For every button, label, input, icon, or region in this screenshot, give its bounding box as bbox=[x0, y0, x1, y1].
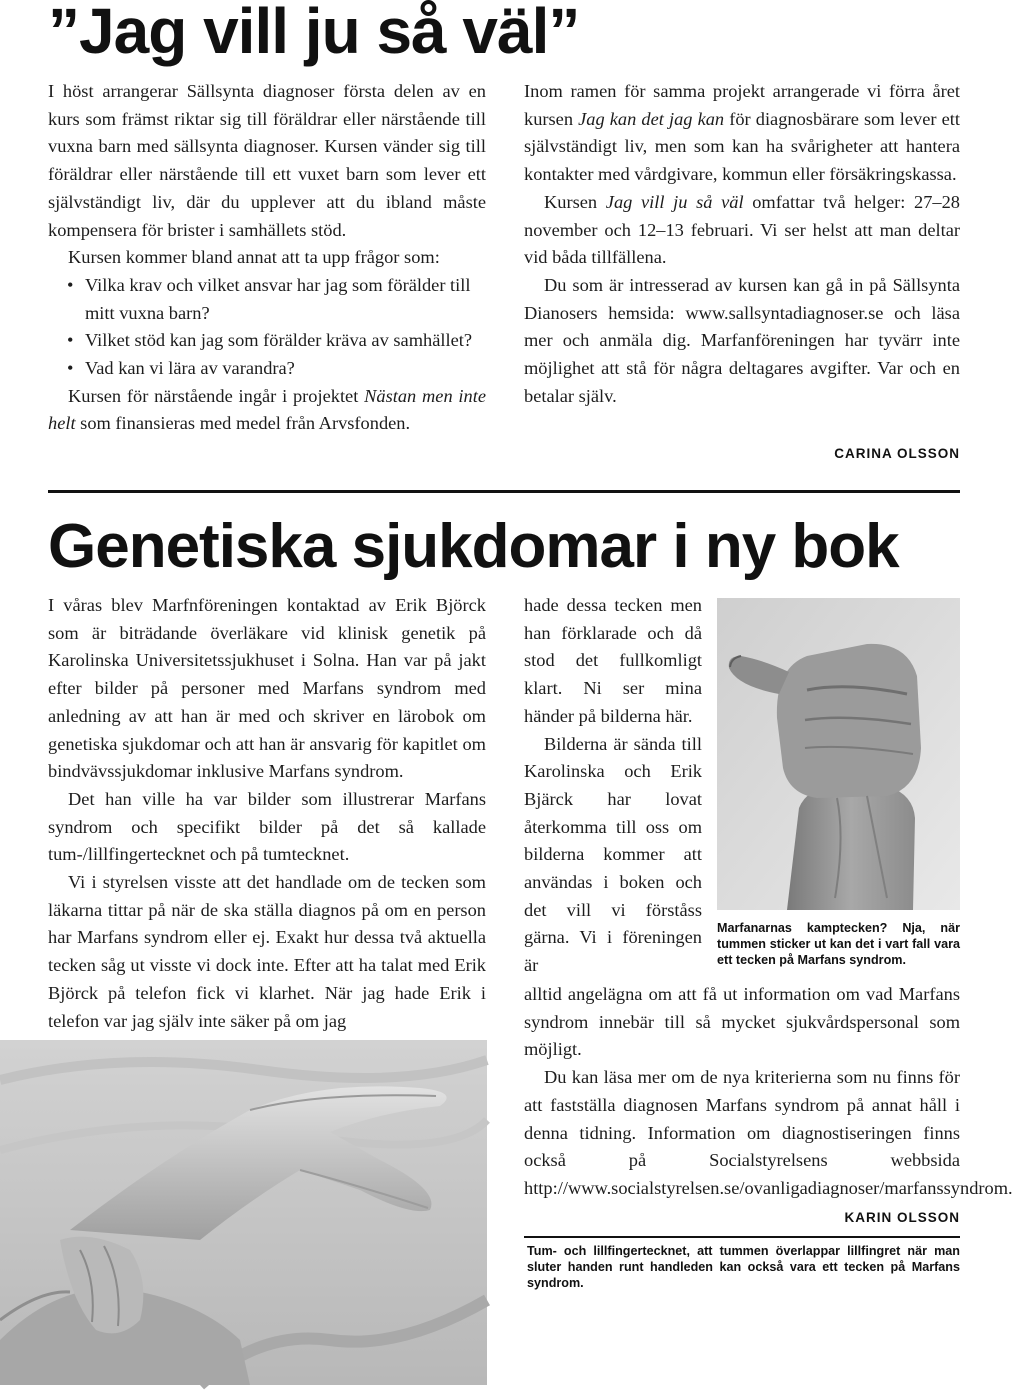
article2-title: Genetiska sjukdomar i ny bok bbox=[48, 512, 899, 581]
article2-paragraph-1: I våras blev Marfnföreningen kontaktad av Erik Björck som är biträdande överläkare vid klinisk genetik på Karolinska Universitetssjukhuset i Solna. Han var på jakt efter bilder på personer med Marfans syndrom med anledning av att han är med och skriver en lärobok om genetiska sjukdomar och att han är ansvarig för kapitlet om bindvävssjukdomar inklusive Marfans syndrom. bbox=[48, 595, 486, 782]
fist-thumb-illustration bbox=[717, 598, 960, 910]
article2-paragraph-7: Du kan läsa mer om de nya kriterierna som nu finns för att fastställa diagnosen Marfans syndrom på annat håll i denna tidning. Information om diagnostiseringen finns också på Socialstyrelsens webbsida http://www.socialstyrelsen.se/ovanligadiagnoser/marfanssyndrom. bbox=[524, 1067, 1013, 1198]
article1-paragraph-2: Kursen kommer bland annat att ta upp frågor som: bbox=[68, 247, 440, 268]
list-item: • Vad kan vi lära av varandra? bbox=[48, 355, 486, 383]
course-name: Jag kan det jag kan bbox=[578, 108, 725, 129]
article2-paragraph-2: Det han ville ha var bilder som illustrerar Marfans syndrom och specifikt bilder på det så kallade tum-/lillfingertecknet och på tumtecknet. bbox=[48, 788, 486, 865]
wrist-photo-caption: Tum- och lillfingertecknet, att tummen överlappar lillfingret när man sluter handen runt handleden kan också vara ett tecken på Marfans syndrom. bbox=[527, 1244, 960, 1290]
article1-right-column bbox=[524, 78, 960, 410]
article1-paragraph-3 bbox=[48, 383, 486, 438]
list-item: • Vilket stöd kan jag som förälder kräva av samhället? bbox=[48, 327, 486, 355]
caption-rule bbox=[524, 1236, 960, 1238]
fist-thumb-photo bbox=[717, 598, 960, 910]
fist-photo-caption: Marfanarnas kamptecken? Nja, när tummen sticker ut kan det i vart fall vara ett tecken på Marfans syndrom. bbox=[717, 921, 960, 967]
text-run: Kursen bbox=[544, 191, 606, 212]
list-item: • Vilka krav och vilket ansvar har jag som förälder till mitt vuxna barn? bbox=[48, 272, 486, 327]
text-run: omfattar två helger: 27–28 november och 12–13 februari. Vi ser helst att man deltar vid båda tillfällena. bbox=[524, 191, 961, 268]
article1-paragraph-6: Du som är intresserad av kursen kan gå in på Sällsynta Dianosers hemsida: www.sallsyntadiagnoser.se och läsa mer och anmäla dig. Marfanföreningen har tyvärr inte möjlighet att stå för några deltagares avgifter. Var och en betalar själv. bbox=[524, 274, 960, 406]
article2-paragraph-3: Vi i styrelsen visste att det handlade om de tecken som läkarna tittar på när de ska ställa diagnos på om en person har Marfans syndrom eller ej. Exakt hur dessa två aktuella tecken såg ut visste vi dock inte. Efter att ha talat med Erik Björck på telefon fick vi klarhet. När jag hade Erik i telefon var jag själv inte säker på om jag bbox=[48, 872, 486, 1031]
text-run: som finansieras med medel från Arvsfonden. bbox=[75, 413, 411, 434]
article1-question-list bbox=[48, 272, 486, 383]
article2-paragraph-4: hade dessa tecken men han förklarade och då stod det fullkomligt klart. Ni ser mina händer på bilderna här. bbox=[524, 595, 702, 726]
course-name: Jag vill ju så väl bbox=[605, 191, 744, 212]
section-divider bbox=[48, 490, 960, 493]
text-run: Kursen för närstående ingår i projektet bbox=[68, 385, 365, 406]
project-name: Nästan men inte helt bbox=[48, 385, 486, 434]
article2-right-column bbox=[524, 981, 1013, 1203]
wrist-sign-photo bbox=[0, 1040, 487, 1385]
article1-paragraph-1: I höst arrangerar Sällsynta diagnoser första delen av en kurs som främst riktar sig till föräldrar eller närstående till vuxna barn med sällsynta diagnoser. Kursen vänder sig till föräldrar eller närstående till ett vuxet barn som lever ett självständigt liv, där du upplever att du ibland måste kompensera för brister i samhällets stöd. bbox=[48, 81, 486, 240]
article2-left-column bbox=[48, 592, 486, 1035]
article1-paragraph-4 bbox=[524, 78, 960, 189]
article1-paragraph-5 bbox=[524, 189, 960, 272]
article1-byline: CARINA OLSSON bbox=[834, 446, 960, 461]
article2-paragraph-5: Bilderna är sända till Karolinska och Erik Bjärck har lovat återkomma till oss om bilderna kommer att användas i boken och det vill vi förståss gärna. Vi i föreningen är bbox=[524, 733, 702, 976]
article1-title: ”Jag vill ju så väl” bbox=[48, 0, 580, 67]
text-run: Inom ramen för samma projekt arrangerade vi förra året kursen bbox=[524, 81, 960, 129]
article1-left-column bbox=[48, 78, 486, 438]
article2-narrow-column bbox=[524, 592, 702, 980]
article2-paragraph-6: alltid angelägna om att få ut information om vad Marfans syndrom innebär till så mycket sjukvårdspersonal som möjligt. bbox=[524, 984, 960, 1060]
text-run: för diagnosbärare som lever ett självständigt liv, men som kan ha svårigheter att hantera kontakter med vårdgivare, kommun eller försäkringskassa. bbox=[524, 108, 960, 185]
wrist-sign-illustration bbox=[0, 1040, 487, 1385]
article2-byline: KARIN OLSSON bbox=[844, 1210, 960, 1225]
